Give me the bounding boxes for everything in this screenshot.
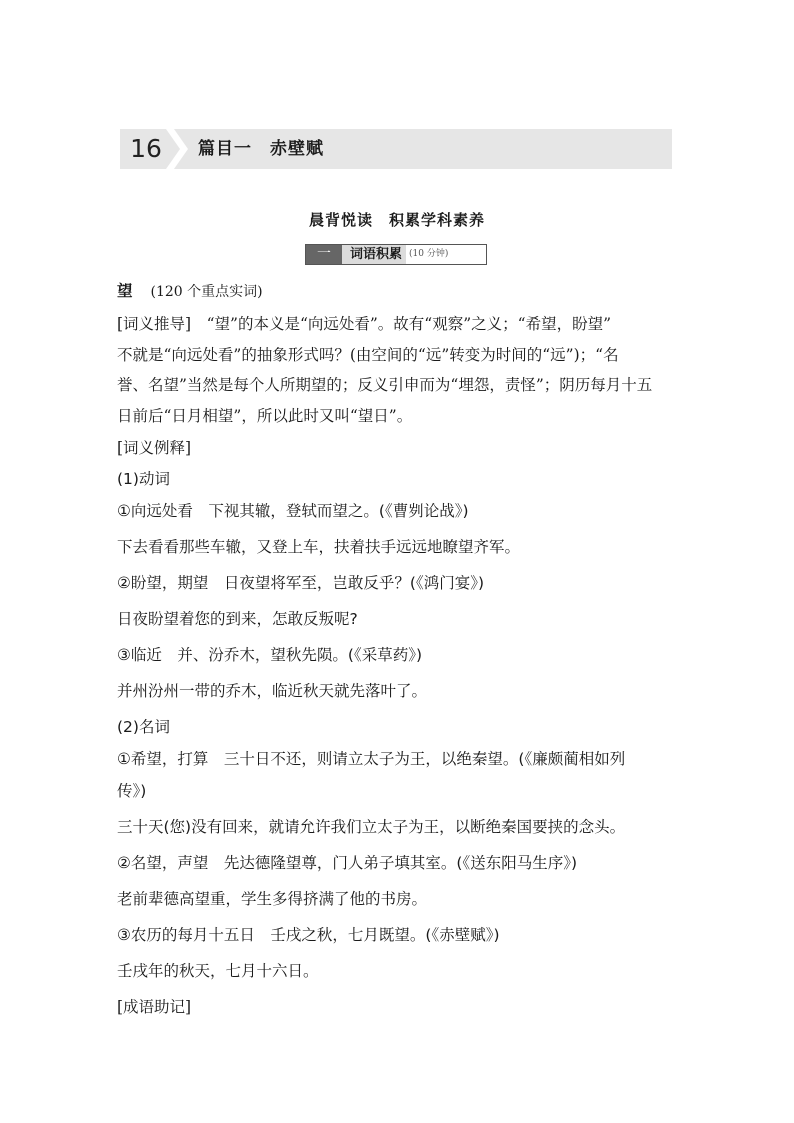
section-subtitle: 晨背悦读 积累学科素养 xyxy=(308,211,485,229)
text-line: 传》) xyxy=(117,782,147,800)
chapter-number: 16 xyxy=(130,134,162,163)
text-line: [词义例释] xyxy=(117,439,192,457)
text-line: ③农历的每月十五日 壬戌之秋，七月既望。(《赤壁赋》) xyxy=(117,926,500,944)
text-line: ③临近 并、汾乔木，望秋先陨。(《采草药》) xyxy=(117,646,422,664)
entry-word: 望 xyxy=(117,282,133,300)
text-line: ①向远处看 下视其辙，登轼而望之。(《曹刿论战》) xyxy=(117,502,469,520)
section-number: 一 xyxy=(306,245,342,264)
text-line: 誉、名望”当然是每个人所期望的；反义引申而为“埋怨，责怪”；阴历每月十五 xyxy=(117,376,653,394)
text-line: ①希望，打算 三十日不还，则请立太子为王，以绝秦望。(《廉颇蔺相如列 xyxy=(117,750,626,768)
text-line: ②名望，声望 先达德隆望尊，门人弟子填其室。(《送东阳马生序》) xyxy=(117,854,577,872)
text-line: [成语助记] xyxy=(117,998,192,1016)
chevron-right-icon xyxy=(166,129,188,169)
entry-note: (120 个重点实词) xyxy=(150,284,263,300)
text-line: ②盼望，期望 日夜望将军至，岂敢反乎？(《鸿门宴》) xyxy=(117,574,484,592)
text-line: 日夜盼望着您的到来，怎敢反叛呢? xyxy=(117,610,358,628)
text-line: 并州汾州一带的乔木，临近秋天就先落叶了。 xyxy=(117,682,428,700)
chapter-banner xyxy=(120,129,672,169)
text-line: 日前后“日月相望”，所以此时又叫“望日”。 xyxy=(117,407,413,425)
section-time: (10 分钟) xyxy=(409,249,449,259)
text-line: (2)名词 xyxy=(117,718,170,736)
entry-heading xyxy=(117,281,687,302)
text-line: (1)动词 xyxy=(117,470,170,488)
text-line: 壬戌年的秋天，七月十六日。 xyxy=(117,962,319,980)
text-line: 下去看看那些车辙，又登上车，扶着扶手远远地瞭望齐军。 xyxy=(117,538,521,556)
chapter-title: 篇目一 赤壁赋 xyxy=(198,139,324,159)
text-line: 三十天(您)没有回来，就请允许我们立太子为王，以断绝秦国要挟的念头。 xyxy=(117,818,626,836)
section-name: 词语积累 xyxy=(342,245,406,264)
section-label xyxy=(305,244,487,265)
text-line: 老前辈德高望重，学生多得挤满了他的书房。 xyxy=(117,890,428,908)
text-line: 不就是“向远处看”的抽象形式吗？(由空间的“远”转变为时间的“远”)；“名 xyxy=(117,346,619,364)
text-line: [词义推导] “望”的本义是“向远处看”。故有“观察”之义；“希望，盼望” xyxy=(117,315,611,333)
